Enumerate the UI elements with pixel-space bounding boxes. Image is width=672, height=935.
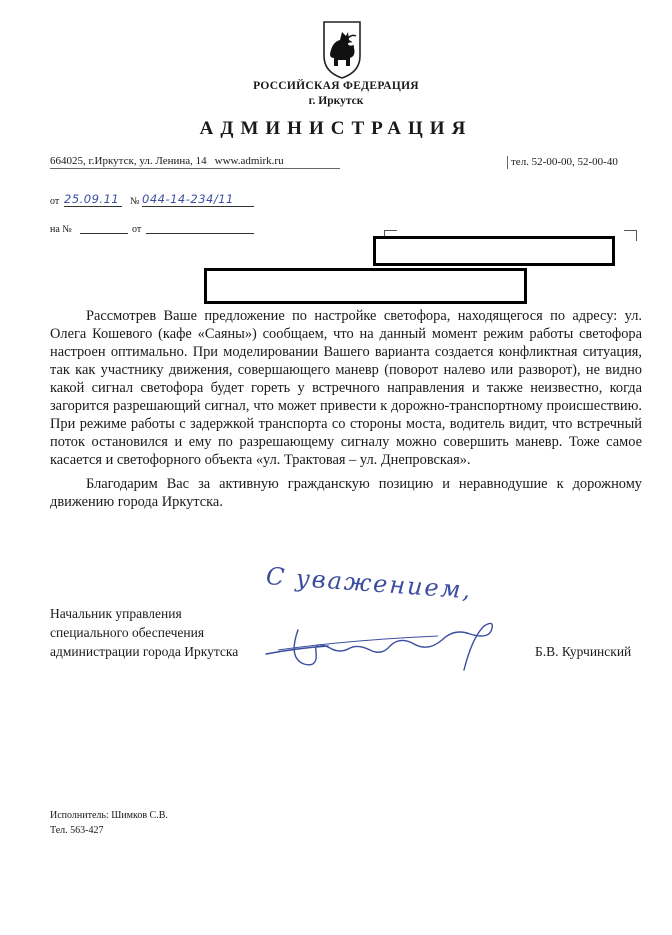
number-label: №: [130, 196, 140, 207]
reply-date-label: от: [132, 224, 142, 235]
executor-info: [50, 808, 168, 838]
signatory-name: Б.В. Курчинский: [535, 644, 632, 659]
letter-paragraph-1: Рассмотрев Ваше предложение по настройке светофора, находящегося по адресу: ул. Олега Кошевого (кафе «Саяны») сообщаем, что на данный момент режим работы светофора настроен оптимально. При моделировании Вашего варианта создается конфликтная ситуация, так как участнику движения, совершающего маневр (поворот налево или разворот), не видно какой сигнал светофора будет гореть у встречного направления и также неизвестно, когда загорится разрешающий сигнал, что может привести к дорожно-транспортному происшествию. При режиме работы с задержкой транспорта со стороны моста, водитель видит, что встречный поток остановился и ему по разрешающему сигналу можно совершить маневр. Тоже самое касается и светофорного объекта «ул. Трактовая – ул. Днепровская».: [50, 308, 642, 468]
city-title: г. Иркутск: [308, 95, 364, 107]
website-link[interactable]: www.admirk.ru: [214, 155, 284, 167]
letter-paragraph-2: Благодарим Вас за активную гражданскую позицию и неравнодушие к дорожному движению города Иркутска.: [50, 476, 642, 510]
addressee-corner-right: [624, 230, 637, 241]
coat-of-arms-emblem: [318, 18, 366, 80]
handwritten-signature-icon: [258, 618, 518, 674]
position-line-2: специального обеспечения: [50, 625, 205, 640]
reply-number-field: [80, 221, 128, 234]
organization-title: АДМИНИСТРАЦИЯ: [199, 118, 473, 139]
handwritten-closing: С уважением,: [265, 562, 474, 605]
position-line-3: администрации города Иркутска: [50, 644, 239, 659]
executor-name: Исполнитель: Шимков С.В.: [50, 810, 168, 821]
reply-number-label: на №: [50, 224, 72, 235]
redacted-addressee-address: [204, 268, 527, 304]
date-value: 25.09.11: [64, 192, 122, 207]
phone-numbers: тел. 52-00-00, 52-00-40: [511, 156, 618, 168]
country-title: РОССИЙСКАЯ ФЕДЕРАЦИЯ: [253, 80, 419, 92]
date-label: от: [50, 196, 60, 207]
address-rule: [50, 168, 340, 169]
number-value: 044-14-234/11: [142, 192, 254, 207]
executor-phone: Тел. 563-427: [50, 825, 104, 836]
letter-body: [50, 307, 642, 511]
redacted-addressee-name: [373, 236, 615, 266]
address-line: [50, 155, 284, 167]
reply-date-field: [146, 221, 254, 234]
signatory-position: [50, 604, 238, 661]
position-line-1: Начальник управления: [50, 606, 182, 621]
phone-divider: [507, 156, 508, 169]
postal-address: 664025, г.Иркутск, ул. Ленина, 14: [50, 155, 207, 167]
